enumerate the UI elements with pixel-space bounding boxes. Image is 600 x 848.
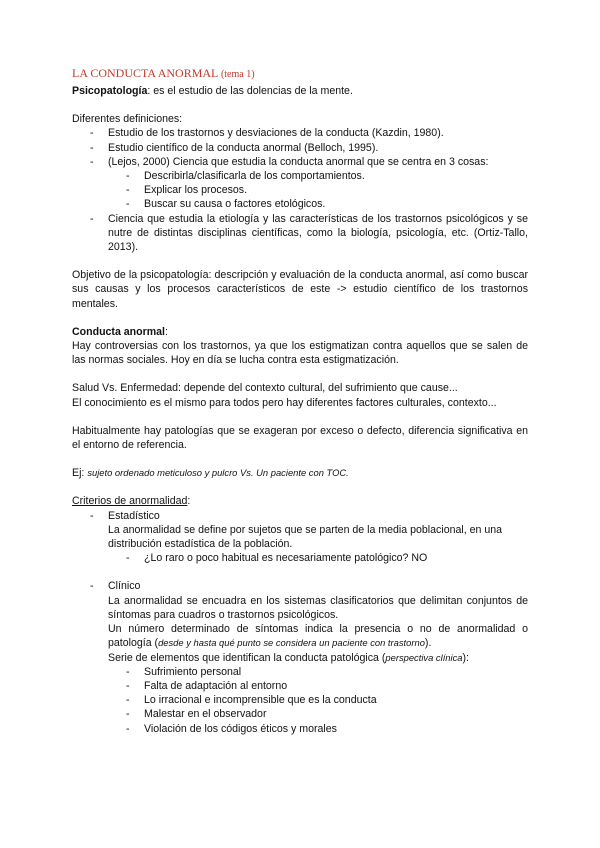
dash-bullet: - [90, 580, 94, 593]
conducta-heading-line [72, 325, 528, 339]
psicopatologia-term: Psicopatología [72, 85, 148, 97]
dash-bullet: - [126, 184, 130, 197]
dash-bullet: - [126, 694, 130, 707]
clinico-elements-list [72, 665, 528, 736]
dash-bullet: - [90, 127, 94, 140]
clinico-text-3-italic: perspectiva clínica [385, 651, 463, 663]
example-label: Ej: [72, 467, 88, 480]
dash-bullet: - [126, 665, 130, 678]
clinico-text-2-start: Un número determinado de síntomas indica la presencia o no de anormalidad o patología ( [108, 623, 528, 650]
dash-bullet: - [126, 708, 130, 721]
criterio-clinico [72, 579, 528, 593]
list-item-text: (Lejos, 2000) Ciencia que estudia la conducta anormal que se centra en 3 cosas: [108, 155, 489, 168]
list-item-text: Describirla/clasificarla de los comportamientos. [144, 170, 365, 183]
clinico-text-2-end: ). [424, 637, 432, 650]
example-text: sujeto ordenado meticuloso y pulcro Vs. Un paciente con TOC. [87, 467, 349, 479]
sub-list-item [72, 183, 528, 197]
list-item-text: Buscar su causa o factores etológicos. [144, 198, 326, 211]
document-title [72, 66, 528, 82]
list-item-text: Violación de los códigos éticos y morales [144, 722, 337, 735]
habitualmente-paragraph: Habitualmente hay patologías que se exageran por exceso o defecto, diferencia significativa en el entorno de referencia. [72, 424, 528, 452]
example-line [72, 466, 528, 480]
dash-bullet: - [126, 679, 130, 692]
conocimiento-paragraph: El conocimiento es el mismo para todos pero hay diferentes factores culturales, contexto... [72, 396, 497, 409]
list-item-text: Estudio de los trastornos y desviaciones de la conducta (Kazdin, 1980). [108, 127, 444, 140]
criterios-heading: Criterios de anormalidad [72, 495, 188, 508]
salud-paragraph: Salud Vs. Enfermedad: depende del contexto cultural, del sufrimiento que cause... [72, 382, 458, 395]
clinico-text-3-end: ): [462, 651, 469, 664]
dash-bullet: - [126, 552, 130, 565]
sub-list-item [72, 665, 528, 679]
psicopatologia-text: : es el estudio de las dolencias de la mente. [147, 85, 353, 97]
list-item-text: ¿Lo raro o poco habitual es necesariamente patológico? NO [144, 552, 428, 565]
list-item [72, 126, 528, 140]
objetivo-paragraph: Objetivo de la psicopatología: descripción y evaluación de la conducta anormal, así como buscar sus causas y los procesos característicos de este -> estudio científico de los trastornos mentales. [72, 269, 528, 310]
sub-list-item [72, 722, 528, 736]
document-page [72, 66, 528, 736]
definitions-heading: Diferentes definiciones: [72, 113, 183, 126]
list-item-text: Ciencia que estudia la etiología y las características de los trastornos psicológicos y se nutre de distintas disciplinas científicas, como la biología, psicología, etc. (Ortiz-Tallo, 2013). [108, 212, 528, 254]
criterios-list [72, 509, 528, 523]
criterios-list-2 [72, 579, 528, 593]
criterios-heading-line [72, 494, 528, 508]
dash-bullet: - [90, 509, 94, 522]
list-item-text: Estudio científico de la conducta anormal (Belloch, 1995). [108, 141, 379, 154]
list-item-text: Falta de adaptación al entorno [144, 679, 288, 692]
sub-list-item [72, 551, 528, 565]
sub-list-item [72, 693, 528, 707]
sub-list-item [72, 169, 528, 183]
criterio-label: Estadístico [108, 509, 160, 522]
title-main: LA CONDUCTA ANORMAL [72, 66, 218, 80]
criterio-estadistico [72, 509, 528, 523]
psicopatologia-definition [72, 84, 528, 98]
sub-list-item [72, 197, 528, 211]
title-topic: (tema 1) [220, 69, 255, 80]
heading-colon: : [165, 325, 168, 338]
clinico-text-3 [72, 651, 528, 665]
list-item-text: Lo irracional e incomprensible que es la conducta [144, 694, 377, 707]
clinico-text-2-italic: desde y hasta qué punto se considera un paciente con trastorno [158, 637, 425, 649]
dash-bullet: - [90, 141, 94, 154]
list-item-text: Malestar en el observador [144, 708, 267, 721]
controversias-paragraph: Hay controversias con los trastornos, ya que los estigmatizan contra aquellos que se salen de las normas sociales. Hoy en día se lucha contra esta estigmatización. [72, 340, 528, 367]
list-item [72, 155, 528, 169]
list-item [72, 141, 528, 155]
clinico-text-3-start: Serie de elementos que identifican la conducta patológica ( [108, 651, 386, 664]
conducta-heading: Conducta anormal [72, 325, 166, 338]
dash-bullet: - [90, 212, 94, 225]
list-item-text: Explicar los procesos. [144, 184, 248, 197]
clinico-text-2 [72, 622, 528, 650]
list-item-text: Sufrimiento personal [144, 665, 242, 678]
dash-bullet: - [90, 155, 94, 168]
estadistico-text: La anormalidad se define por sujetos que se parten de la media poblacional, en una distribución estadística de la población. [108, 523, 503, 551]
definitions-list [72, 126, 528, 254]
sub-list-item [72, 679, 528, 693]
clinico-text-1: La anormalidad se encuadra en los sistemas clasificatorios que delimitan conjuntos de síntomas para cuadros o trastornos psicológicos. [108, 594, 528, 621]
sub-list-item [72, 707, 528, 721]
dash-bullet: - [126, 170, 130, 183]
estadistico-sub-list [72, 551, 528, 565]
dash-bullet: - [126, 198, 130, 211]
list-item [72, 212, 528, 255]
dash-bullet: - [126, 722, 130, 735]
heading-colon: : [187, 495, 191, 508]
criterio-label: Clínico [108, 580, 141, 593]
